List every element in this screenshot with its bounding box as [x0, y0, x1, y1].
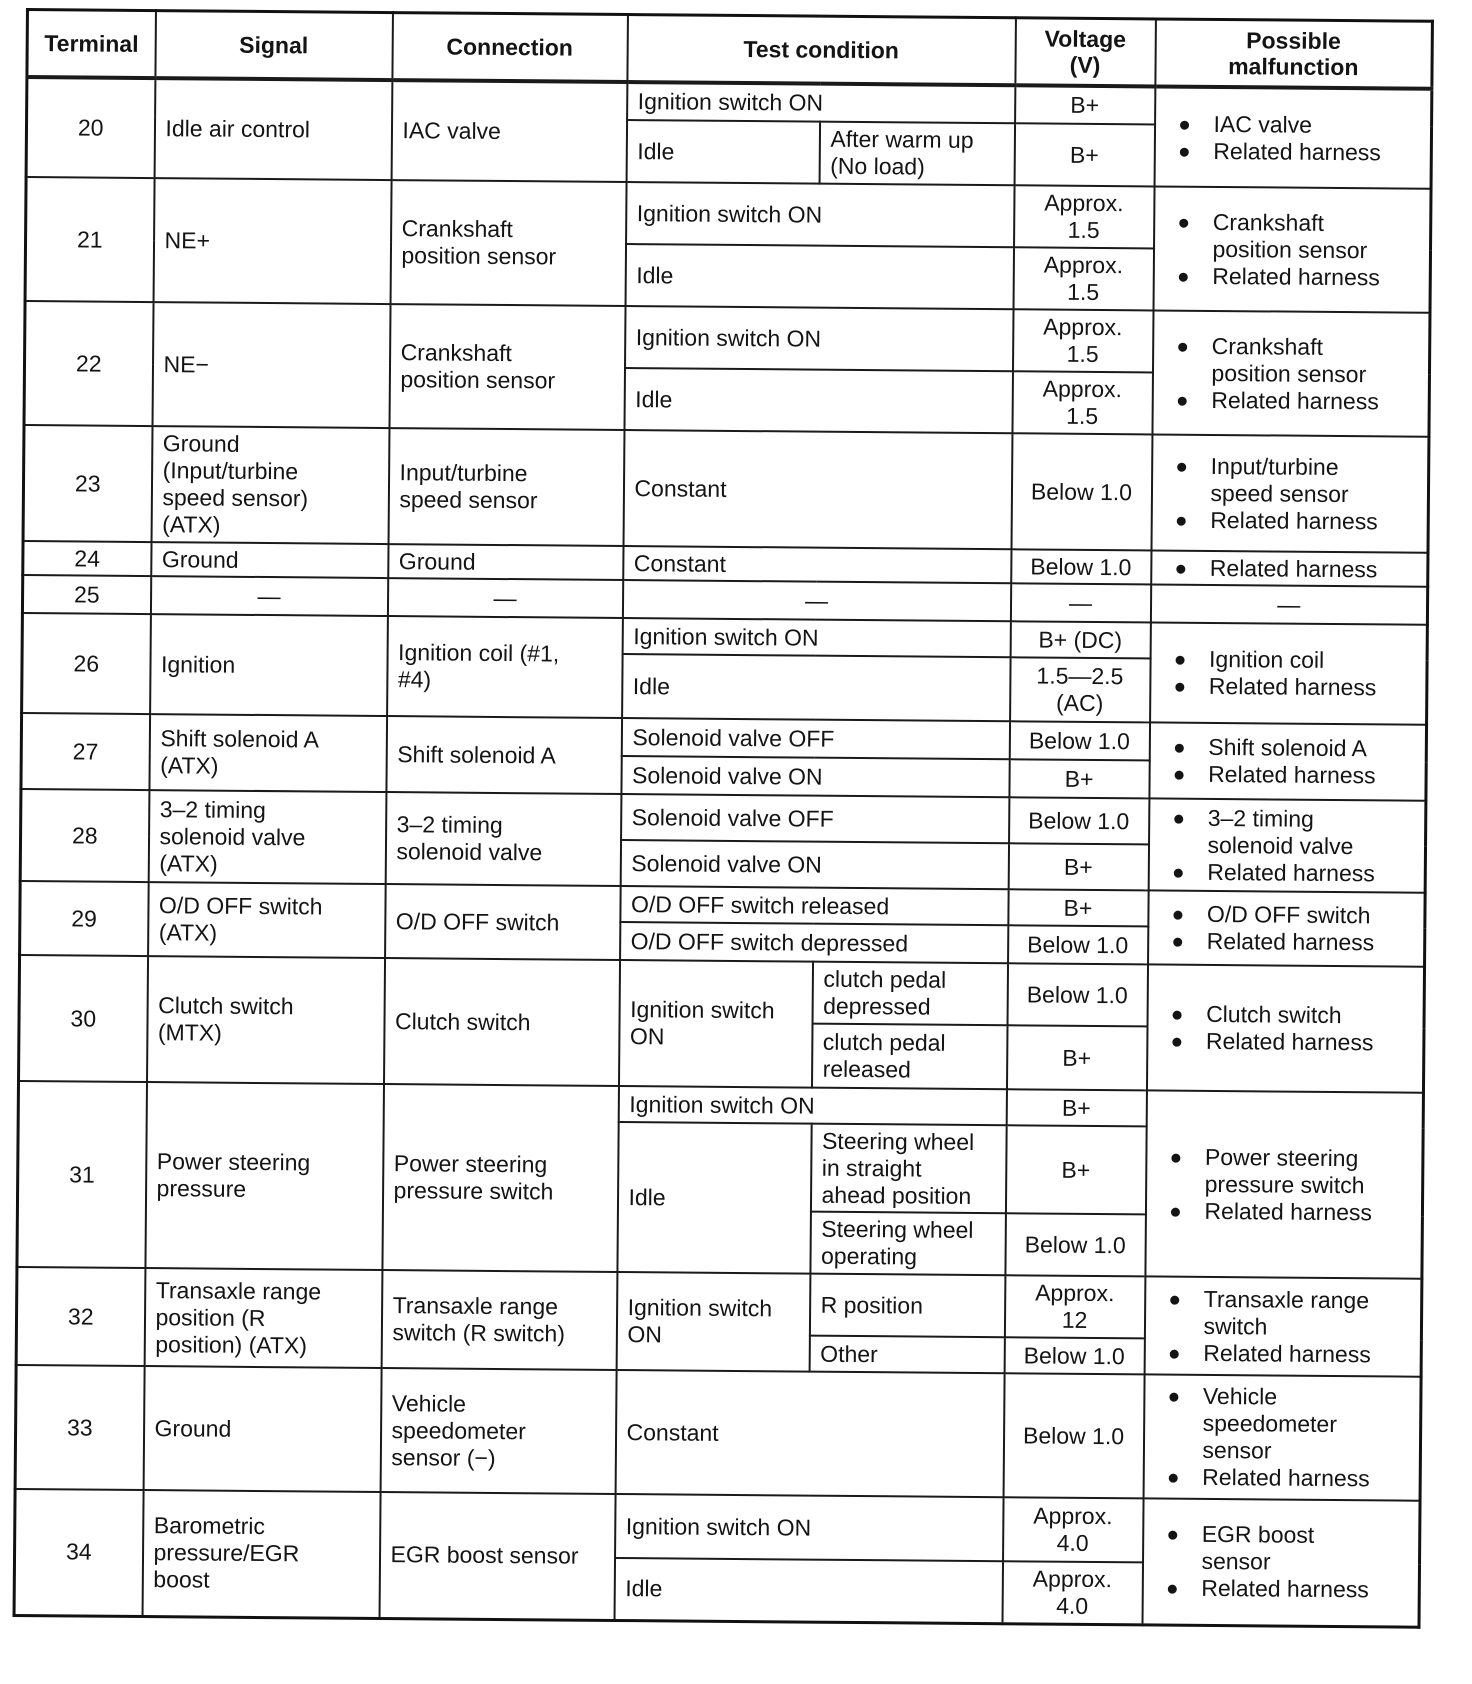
test-condition-cell: — [622, 580, 1010, 621]
test-condition-cell: Constant [623, 546, 1011, 583]
malfunction-cell [1148, 798, 1426, 892]
malfunction-item: Related harness [1168, 1464, 1409, 1493]
signal-cell: 3–2 timing solenoid valve (ATX) [148, 790, 386, 884]
terminal-voltage-table [13, 8, 1434, 1628]
signal-cell: Idle air control [154, 78, 392, 180]
test-condition-cell: O/D OFF switch released [620, 886, 1008, 925]
voltage-cell: — [1010, 583, 1150, 622]
signal-cell: NE− [152, 302, 390, 428]
malfunction-item: Related harness [1173, 928, 1414, 957]
test-condition-cell: Solenoid valve OFF [621, 718, 1009, 759]
table-row [25, 301, 1430, 375]
terminal-cell: 26 [22, 613, 151, 714]
malfunction-item: Related harness [1170, 1197, 1411, 1226]
connection-cell: EGR boost sensor [379, 1492, 615, 1620]
voltage-cell: B+ (DC) [1010, 621, 1150, 658]
connection-cell: Crankshaft position sensor [390, 180, 626, 306]
test-condition-cell: Idle [614, 1558, 1003, 1623]
header-terminal: Terminal [27, 10, 156, 79]
malfunction-item: Ignition coil [1175, 646, 1416, 675]
signal-cell: NE+ [153, 178, 391, 304]
signal-cell: Barometric pressure/EGR boost [142, 1490, 380, 1618]
terminal-cell: 30 [19, 955, 148, 1082]
test-subcondition-cell: R position [809, 1274, 1005, 1338]
voltage-cell: Below 1.0 [1009, 797, 1149, 844]
terminal-cell: 24 [23, 541, 151, 576]
malfunction-item: Crankshaft position sensor [1177, 332, 1418, 388]
test-condition-cell: Idle [624, 368, 1013, 433]
terminal-cell: 25 [22, 575, 150, 614]
signal-cell: Clutch switch (MTX) [147, 956, 385, 1084]
header-row [27, 10, 1433, 89]
test-condition-cell: Idle [625, 244, 1014, 309]
voltage-cell: B+ [1005, 1125, 1146, 1214]
malfunction-item: Related harness [1175, 673, 1416, 702]
test-subcondition-cell: Other [809, 1336, 1004, 1374]
voltage-cell: B+ [1009, 759, 1149, 798]
voltage-cell: Below 1.0 [1008, 925, 1148, 964]
voltage-cell: B+ [1006, 1089, 1146, 1126]
header-malfunction: Possible malfunction [1155, 19, 1433, 89]
terminal-table-page [13, 8, 1431, 1628]
signal-cell: Ground [143, 1366, 381, 1492]
table-row [23, 425, 1429, 553]
test-condition-cell: Ignition switch ON [618, 960, 812, 1088]
connection-cell: 3–2 timing solenoid valve [385, 792, 621, 886]
malfunction-cell [1151, 550, 1428, 586]
test-condition-cell: Ignition switch ON [625, 306, 1014, 371]
malfunction-item: EGR boost sensor [1167, 1521, 1408, 1577]
test-condition-cell: O/D OFF switch depressed [620, 922, 1008, 963]
voltage-cell: B+ [1006, 1025, 1147, 1090]
connection-cell: Crankshaft position sensor [389, 304, 625, 430]
malfunction-cell [1150, 622, 1428, 724]
voltage-cell: B+ [1008, 889, 1148, 926]
test-condition-cell: Solenoid valve ON [620, 840, 1008, 889]
test-condition-cell: Ignition switch ON [622, 618, 1010, 657]
test-condition-cell: Constant [623, 430, 1012, 549]
malfunction-cell [1143, 1374, 1421, 1500]
table-row [19, 955, 1424, 1029]
test-subcondition-cell: After warm up (No load) [819, 122, 1015, 186]
malfunction-cell: — [1150, 584, 1427, 624]
voltage-cell: Below 1.0 [1004, 1337, 1144, 1374]
connection-cell: Ignition coil (#1, #4) [387, 616, 623, 718]
malfunction-item: Shift solenoid A [1174, 734, 1415, 763]
malfunction-item: 3–2 timing solenoid valve [1173, 804, 1414, 860]
header-voltage: Voltage (V) [1015, 18, 1156, 87]
malfunction-item: IAC valve [1179, 110, 1420, 139]
voltage-cell: Below 1.0 [1009, 721, 1149, 760]
terminal-cell: 28 [20, 789, 149, 882]
malfunction-item: Power steering pressure switch [1171, 1143, 1412, 1199]
malfunction-item: Input/turbine speed sensor [1176, 452, 1417, 508]
voltage-cell: Approx. 12 [1004, 1275, 1145, 1338]
connection-cell: Power steering pressure switch [382, 1084, 619, 1272]
malfunction-item: Related harness [1176, 506, 1417, 535]
header-signal: Signal [155, 11, 393, 80]
voltage-cell: Below 1.0 [1007, 963, 1148, 1026]
voltage-cell: Approx. 4.0 [1002, 1561, 1143, 1624]
malfunction-item: Related harness [1179, 137, 1420, 166]
voltage-cell: Approx. 4.0 [1003, 1497, 1144, 1562]
malfunction-item: Related harness [1178, 262, 1419, 291]
malfunction-cell [1148, 890, 1426, 966]
voltage-cell: B+ [1014, 123, 1155, 186]
test-condition-cell: Constant [615, 1370, 1004, 1497]
malfunction-item: Vehicle speedometer sensor [1168, 1383, 1409, 1466]
table-row [16, 1267, 1421, 1341]
connection-cell: O/D OFF switch [385, 884, 621, 960]
malfunction-cell [1154, 86, 1432, 188]
malfunction-cell [1149, 722, 1427, 800]
terminal-cell: 34 [14, 1489, 143, 1616]
table-row [15, 1489, 1421, 1565]
connection-cell: Vehicle speedometer sensor (−) [380, 1368, 616, 1494]
voltage-cell: B+ [1015, 85, 1155, 124]
signal-cell: Power steering pressure [145, 1082, 384, 1270]
test-condition-cell: Ignition switch ON [618, 1086, 1006, 1125]
signal-cell: Ground [151, 542, 388, 578]
test-condition-cell: Idle [626, 120, 820, 184]
malfunction-item: Clutch switch [1172, 1001, 1413, 1030]
malfunction-item: O/D OFF switch [1173, 901, 1414, 930]
test-subcondition-cell: Steering wheel in straight ahead position [810, 1124, 1006, 1214]
terminal-cell: 20 [26, 77, 155, 178]
malfunction-cell [1145, 1090, 1424, 1278]
voltage-cell: 1.5—2.5 (AC) [1010, 657, 1151, 722]
voltage-cell: Approx. 1.5 [1013, 247, 1154, 310]
connection-cell: Ground [388, 544, 623, 580]
voltage-cell: Below 1.0 [1003, 1373, 1144, 1498]
connection-cell: IAC valve [391, 80, 627, 182]
malfunction-item: Related harness [1173, 858, 1414, 887]
terminal-cell: 23 [23, 425, 152, 542]
header-test-condition: Test condition [627, 15, 1016, 86]
signal-cell: Shift solenoid A (ATX) [149, 714, 387, 792]
test-condition-cell: Solenoid valve OFF [621, 794, 1009, 843]
signal-cell: — [150, 576, 387, 616]
malfunction-item: Related harness [1169, 1339, 1410, 1368]
signal-cell: Transaxle range position (R position) (ATX) [144, 1268, 382, 1368]
connection-cell: Input/turbine speed sensor [388, 428, 624, 546]
signal-cell: Ignition [150, 614, 388, 716]
malfunction-cell [1152, 310, 1430, 436]
terminal-cell: 33 [15, 1365, 144, 1490]
malfunction-cell [1151, 434, 1429, 552]
terminal-cell: 31 [17, 1081, 147, 1268]
terminal-cell: 32 [16, 1267, 145, 1366]
signal-cell: O/D OFF switch (ATX) [148, 882, 386, 958]
voltage-cell: Approx. 1.5 [1013, 309, 1154, 372]
malfunction-cell [1142, 1498, 1420, 1626]
header-connection: Connection [392, 13, 628, 82]
test-condition-cell: Solenoid valve ON [621, 756, 1009, 797]
terminal-cell: 21 [25, 177, 154, 302]
test-subcondition-cell: Steering wheel operating [810, 1212, 1006, 1276]
voltage-cell: Below 1.0 [1005, 1213, 1146, 1276]
voltage-cell: Below 1.0 [1011, 433, 1152, 550]
connection-cell: Clutch switch [383, 958, 619, 1086]
connection-cell: Transaxle range switch (R switch) [381, 1270, 617, 1370]
malfunction-cell [1144, 1276, 1422, 1376]
test-condition-cell: Ignition switch ON [627, 82, 1015, 123]
test-condition-cell: Idle [617, 1122, 811, 1274]
test-subcondition-cell: clutch pedal released [811, 1024, 1007, 1090]
malfunction-cell [1153, 186, 1431, 312]
test-condition-cell: Ignition switch ON [615, 1494, 1004, 1561]
terminal-cell: 27 [21, 713, 150, 790]
connection-cell: Shift solenoid A [386, 716, 622, 794]
malfunction-item: Related harness [1174, 761, 1415, 790]
voltage-cell: Approx. 1.5 [1012, 371, 1153, 434]
malfunction-item: Related harness [1176, 554, 1417, 583]
terminal-cell: 29 [20, 881, 149, 956]
malfunction-item: Related harness [1167, 1575, 1408, 1604]
connection-cell: — [387, 578, 622, 618]
signal-cell: Ground (Input/turbine speed sensor) (ATX) [151, 426, 389, 544]
test-subcondition-cell: clutch pedal depressed [812, 962, 1008, 1026]
table-row [15, 1365, 1421, 1501]
test-condition-cell: Ignition switch ON [626, 182, 1015, 247]
voltage-cell: B+ [1008, 843, 1148, 890]
table-row [26, 177, 1431, 251]
malfunction-item: Crankshaft position sensor [1178, 208, 1419, 264]
voltage-cell: Approx. 1.5 [1014, 185, 1155, 248]
test-condition-cell: Ignition switch ON [616, 1272, 810, 1372]
malfunction-cell [1146, 964, 1424, 1092]
voltage-cell: Below 1.0 [1011, 549, 1151, 584]
malfunction-item: Transaxle range switch [1169, 1285, 1410, 1341]
malfunction-item: Related harness [1177, 386, 1418, 415]
terminal-cell: 22 [24, 301, 153, 426]
test-condition-cell: Idle [622, 654, 1011, 721]
malfunction-item: Related harness [1172, 1028, 1413, 1057]
